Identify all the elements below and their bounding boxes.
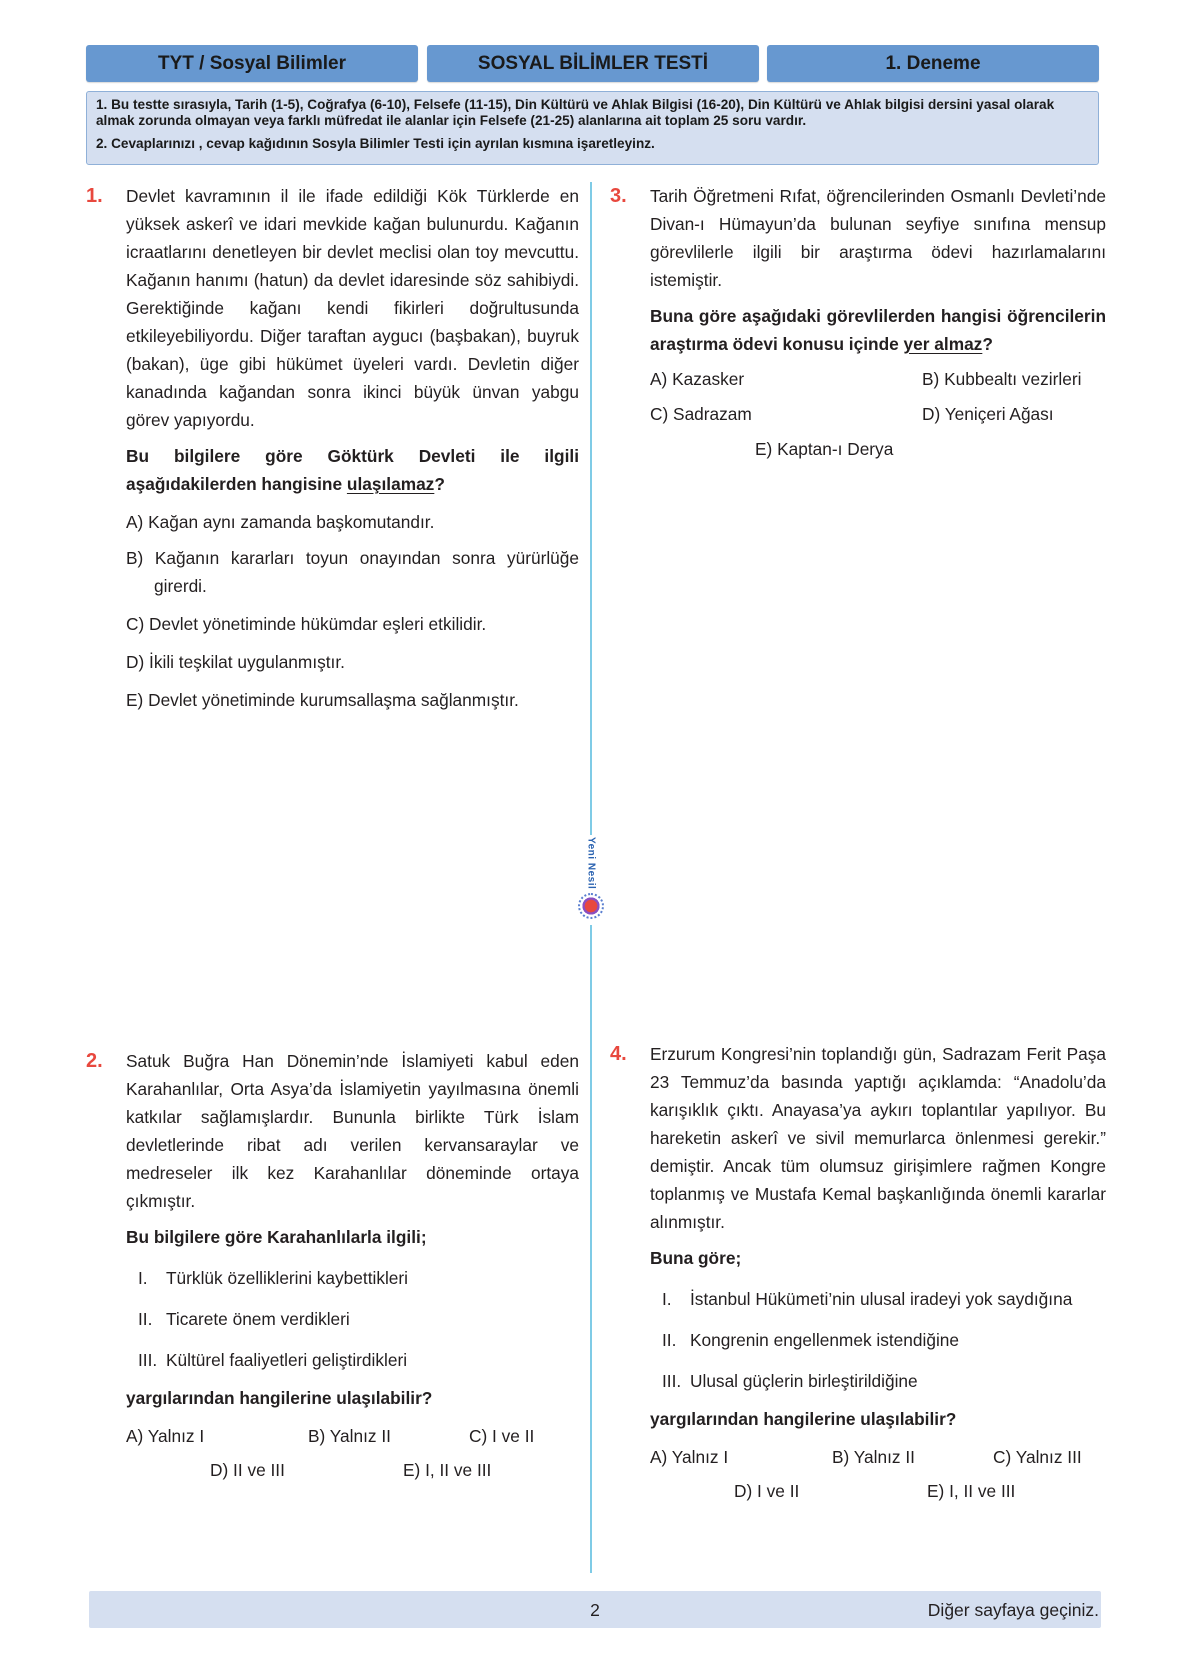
option-c[interactable]: C) Yalnız III (993, 1447, 1082, 1467)
page-number: 2 (590, 1600, 600, 1620)
option-e[interactable]: E) I, II ve III (927, 1481, 1016, 1501)
question-stem-2: yargılarından hangilerine ulaşılabilir? (126, 1388, 433, 1408)
option-c[interactable]: C) Sadrazam (650, 404, 752, 424)
option-a[interactable]: A) Kazasker (650, 369, 745, 389)
instruction-1: 1. Bu testte sırasıyla, Tarih (1-5), Coğrafya (6-10), Felsefe (11-15), Din Kültürü ve Ahlak Bilgisi (16-20), Din Kültürü ve Ahlak bilgisi dersini yasal olarak almak zorunda olmayan veya farklı müfredat ile alanlar için Felsefe (21-25) alanlarına ait toplam 25 soru vardır. (96, 97, 1055, 128)
publisher-logo (578, 835, 604, 925)
publisher-logo-text: Yeni Nesil (585, 837, 597, 890)
next-page-note: Diğer sayfaya geçiniz. (927, 1600, 1099, 1620)
question-number: 4. (610, 1043, 627, 1065)
header-tab-test-title (427, 45, 759, 82)
option-e[interactable]: E) Devlet yönetiminde kurumsallaşma sağlanmıştır. (126, 690, 519, 710)
option-a[interactable]: A) Yalnız I (126, 1426, 205, 1446)
question-text: Devlet kavramının il ile ifade edildiği Kök Türklerde en yüksek askerî ve idari mevkide kağan bulunurdu. Kağanın icraatlarını denetleyen bir devlet meclisi olan toy mevcuttu. Kağanın hanımı (hatun) da devlet idaresinde söz sahibiydi. Gerektiğinde kağanı kendi fikirleri doğrultusunda etkileyebiliyordu. Diğer taraftan aygucı (başbakan), buyruk (bakan), üge gibi hükümet üyeleri vardı. Devletin diğer kanadında kağandan sonra ikinci büyük ünvan yabgu görev yapıyordu. (126, 186, 579, 430)
statement-1: I. Türklük özelliklerini kaybettikleri (138, 1268, 409, 1288)
option-c[interactable]: C) Devlet yönetiminde hükümdar eşleri etkilidir. (126, 614, 487, 634)
question-stem: Bu bilgilere göre Karahanlılarla ilgili; (126, 1227, 427, 1247)
question-text: Erzurum Kongresi’nin toplandığı gün, Sadrazam Ferit Paşa 23 Temmuz’da basında yaptığı açıklamda: “Anadolu’da karışıklık çıktı. Anayasa’ya aykırı toplantılar yapılıyor. Bu hareketin askerî ve sivil memurlarca önlenmesi gerekir.” demiştir. Ancak tüm olumsuz girişimlere rağmen Kongre toplanmış ve Mustafa Kemal başkanlığında önemli kararlar alınmıştır. (650, 1044, 1106, 1232)
question-stem: Buna göre; (650, 1248, 742, 1268)
option-e[interactable]: E) I, II ve III (403, 1460, 492, 1480)
option-d[interactable]: D) İkili teşkilat uygulanmıştır. (126, 652, 345, 672)
option-b[interactable]: B) Yalnız II (832, 1447, 915, 1467)
instructions-box (86, 91, 1099, 165)
page-footer (89, 1591, 1101, 1628)
question-text: Tarih Öğretmeni Rıfat, öğrencilerinden Osmanlı Devleti’nde Divan-ı Hümayun’da bulunan seyfiye sınıfına mensup görevlilerle ilgili bir araştırma ödevi hazırlamalarını istemiştir. (650, 186, 1106, 290)
question-number: 3. (610, 185, 627, 207)
statement-1: I. İstanbul Hükümeti’nin ulusal iradeyi yok saydığına (662, 1289, 1073, 1309)
question-3 (610, 182, 1106, 463)
statement-3: III. Kültürel faaliyetleri geliştirdikleri (138, 1350, 408, 1370)
option-b[interactable]: B) Kubbealtı vezirleri (922, 369, 1082, 389)
option-a[interactable]: A) Yalnız I (650, 1447, 729, 1467)
option-d[interactable]: D) Yeniçeri Ağası (922, 404, 1054, 424)
instruction-2: 2. Cevaplarınızı , cevap kağıdının Sosyla Bilimler Testi için ayrılan kısmına işaretleyinz. (96, 136, 655, 151)
statement-3: III. Ulusal güçlerin birleştirildiğine (662, 1371, 918, 1391)
question-stem-2: yargılarından hangilerine ulaşılabilir? (650, 1409, 957, 1429)
option-d[interactable]: D) II ve III (210, 1460, 285, 1480)
header-tab-exam-type (86, 45, 418, 82)
question-number: 1. (86, 185, 103, 207)
question-1 (86, 182, 579, 714)
option-c[interactable]: C) I ve II (469, 1426, 535, 1446)
question-2 (86, 1047, 579, 1484)
statement-2: II. Kongrenin engellenmek istendiğine (662, 1330, 960, 1350)
option-b[interactable]: B) Kağanın kararları toyun onayından sonra yürürlüğe girerdi. (126, 548, 579, 596)
question-stem: Buna göre aşağıdaki görevlilerden hangisi öğrencilerin araştırma ödevi konusu içinde yer almaz? (650, 306, 1106, 354)
question-text: Satuk Buğra Han Dönemin’nde İslamiyeti kabul eden Karahanlılar, Orta Asya’da İslamiyetin yayılmasına önemli katkılar sağlamışlardır. Bununla birlikte Türk İslam devletlerinde ribat adı verilen kervansaraylar ve medreseler ilk kez Karahanlılar döneminde ortaya çıkmıştır. (126, 1051, 579, 1211)
statement-2: II. Ticarete önem verdikleri (138, 1309, 350, 1329)
option-d[interactable]: D) I ve II (734, 1481, 800, 1501)
option-b[interactable]: B) Yalnız II (308, 1426, 391, 1446)
tab-label: TYT / Sosyal Bilimler (158, 52, 346, 74)
option-e[interactable]: E) Kaptan-ı Derya (755, 439, 894, 459)
option-a[interactable]: A) Kağan aynı zamanda başkomutandır. (126, 512, 435, 532)
header-tab-exam-number (767, 45, 1099, 82)
question-4 (610, 1040, 1106, 1505)
question-number: 2. (86, 1050, 103, 1072)
question-stem: Bu bilgilere göre Göktürk Devleti ile ilgili aşağıdakilerden hangisine ulaşılamaz? (126, 446, 579, 494)
publisher-emblem-icon (578, 893, 604, 919)
tab-label: SOSYAL BİLİMLER TESTİ (477, 52, 709, 74)
tab-label: 1. Deneme (885, 52, 981, 74)
